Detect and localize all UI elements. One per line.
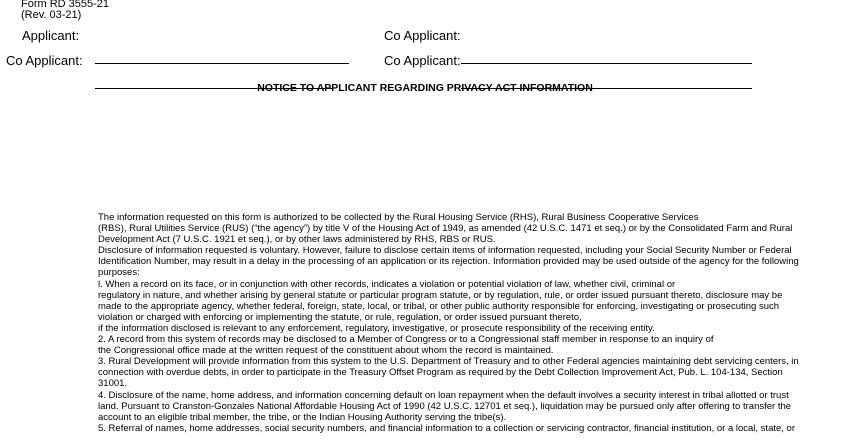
privacy-act-text: [98, 212, 823, 434]
form-identifier: [21, 0, 109, 21]
applicant-label: Applicant:: [22, 28, 80, 43]
co-applicant-1-input[interactable]: [461, 43, 752, 64]
paragraph-item-4: 4. Disclosure of the name, home address, and information concerning default on loan repayment when the default involves a security interest in tribal allotted or trust land. Pursuant to Cranston-Gonzales National Affordable Housing Act of 1990 (42 U.S.C. 12701 et seq.), liquidation may be pursued only after offering to transfer the account to an eligible tribal member, the tribe, or the Indian Housing Authority serving the tribe(s).: [98, 389, 792, 423]
paragraph-item-1: l. When a record on its face, or in conjunction with other records, indicates a violation or potential violation of law, whether civil, criminal or regulatory in nature, and whether arising by general statute or particular program statute, or by regulation, rule, or order issued pursuant thereto, disclosure may be made to the appropriate agency, whether federal, foreign, state, local, or tribal, or other public authority responsible for enforcing, investigating or prosecuting such violation or charged with enforcing or implementing the statute, or rule, regulation, or order issued pursuant thereto, if the information disclosed is relevant to any enforcement, regulatory, investigative, or prosecute responsibility of the receiving entity.: [98, 278, 783, 334]
co-applicant-1-label: Co Applicant:: [384, 28, 461, 43]
paragraph-item-2: 2. A record from this system of records may be disclosed to a Member of Congress or to a Congressional staff member in response to an inquiry of the Congressional office made at the written request of the constituent about whom the record is maintained.: [98, 334, 714, 357]
paragraph-item-5: 5. Referral of names, home addresses, social security numbers, and financial information to a collection or servicing contractor, financial institution, or a local, state, or: [98, 422, 796, 434]
paragraph-item-3: 3. Rural Development will provide information from this system to the U.S. Department of Treasury and to other Federal agencies maintaining debt servicing centers, in connection with overdue debts, in order to participate in the Treasury Offset Program as required by the Debt Collection Improvement Act, Pub. L. 104-134, Section 31001.: [98, 356, 799, 390]
paragraph-authority: The information requested on this form is authorized to be collected by the Rural Housing Service (RHS), Rural Business Cooperative Services (RBS), Rural Utilities Service (RUS) (“the agency”) by title V of the Housing Act of 1949, as amended (42 U.S.C. 1471 et seq.) or by the Consolidated Farm and Rural Development Act (7 U.S.C. 1921 et seq.), or by other laws administered by RHS, RBS or RUS.: [98, 212, 793, 246]
form-revision: (Rev. 03-21): [21, 9, 82, 21]
form-number: Form RD 3555-21: [21, 0, 110, 10]
paragraph-disclosure: Disclosure of information requested is voluntary. However, failure to disclose certain items of information requested, including your Social Security Number or Federal Identification Number, may result in a delay in the processing of an application or its rejection. Information provided may be used outside of the agency for the following purposes:: [98, 245, 799, 279]
co-applicant-3-label: Co Applicant:: [384, 53, 461, 68]
applicant-input[interactable]: [95, 43, 349, 64]
notice-title: NOTICE TO APPLICANT REGARDING PRIVACY ACT INFORMATION: [257, 82, 593, 94]
co-applicant-2-label: Co Applicant:: [6, 53, 83, 68]
